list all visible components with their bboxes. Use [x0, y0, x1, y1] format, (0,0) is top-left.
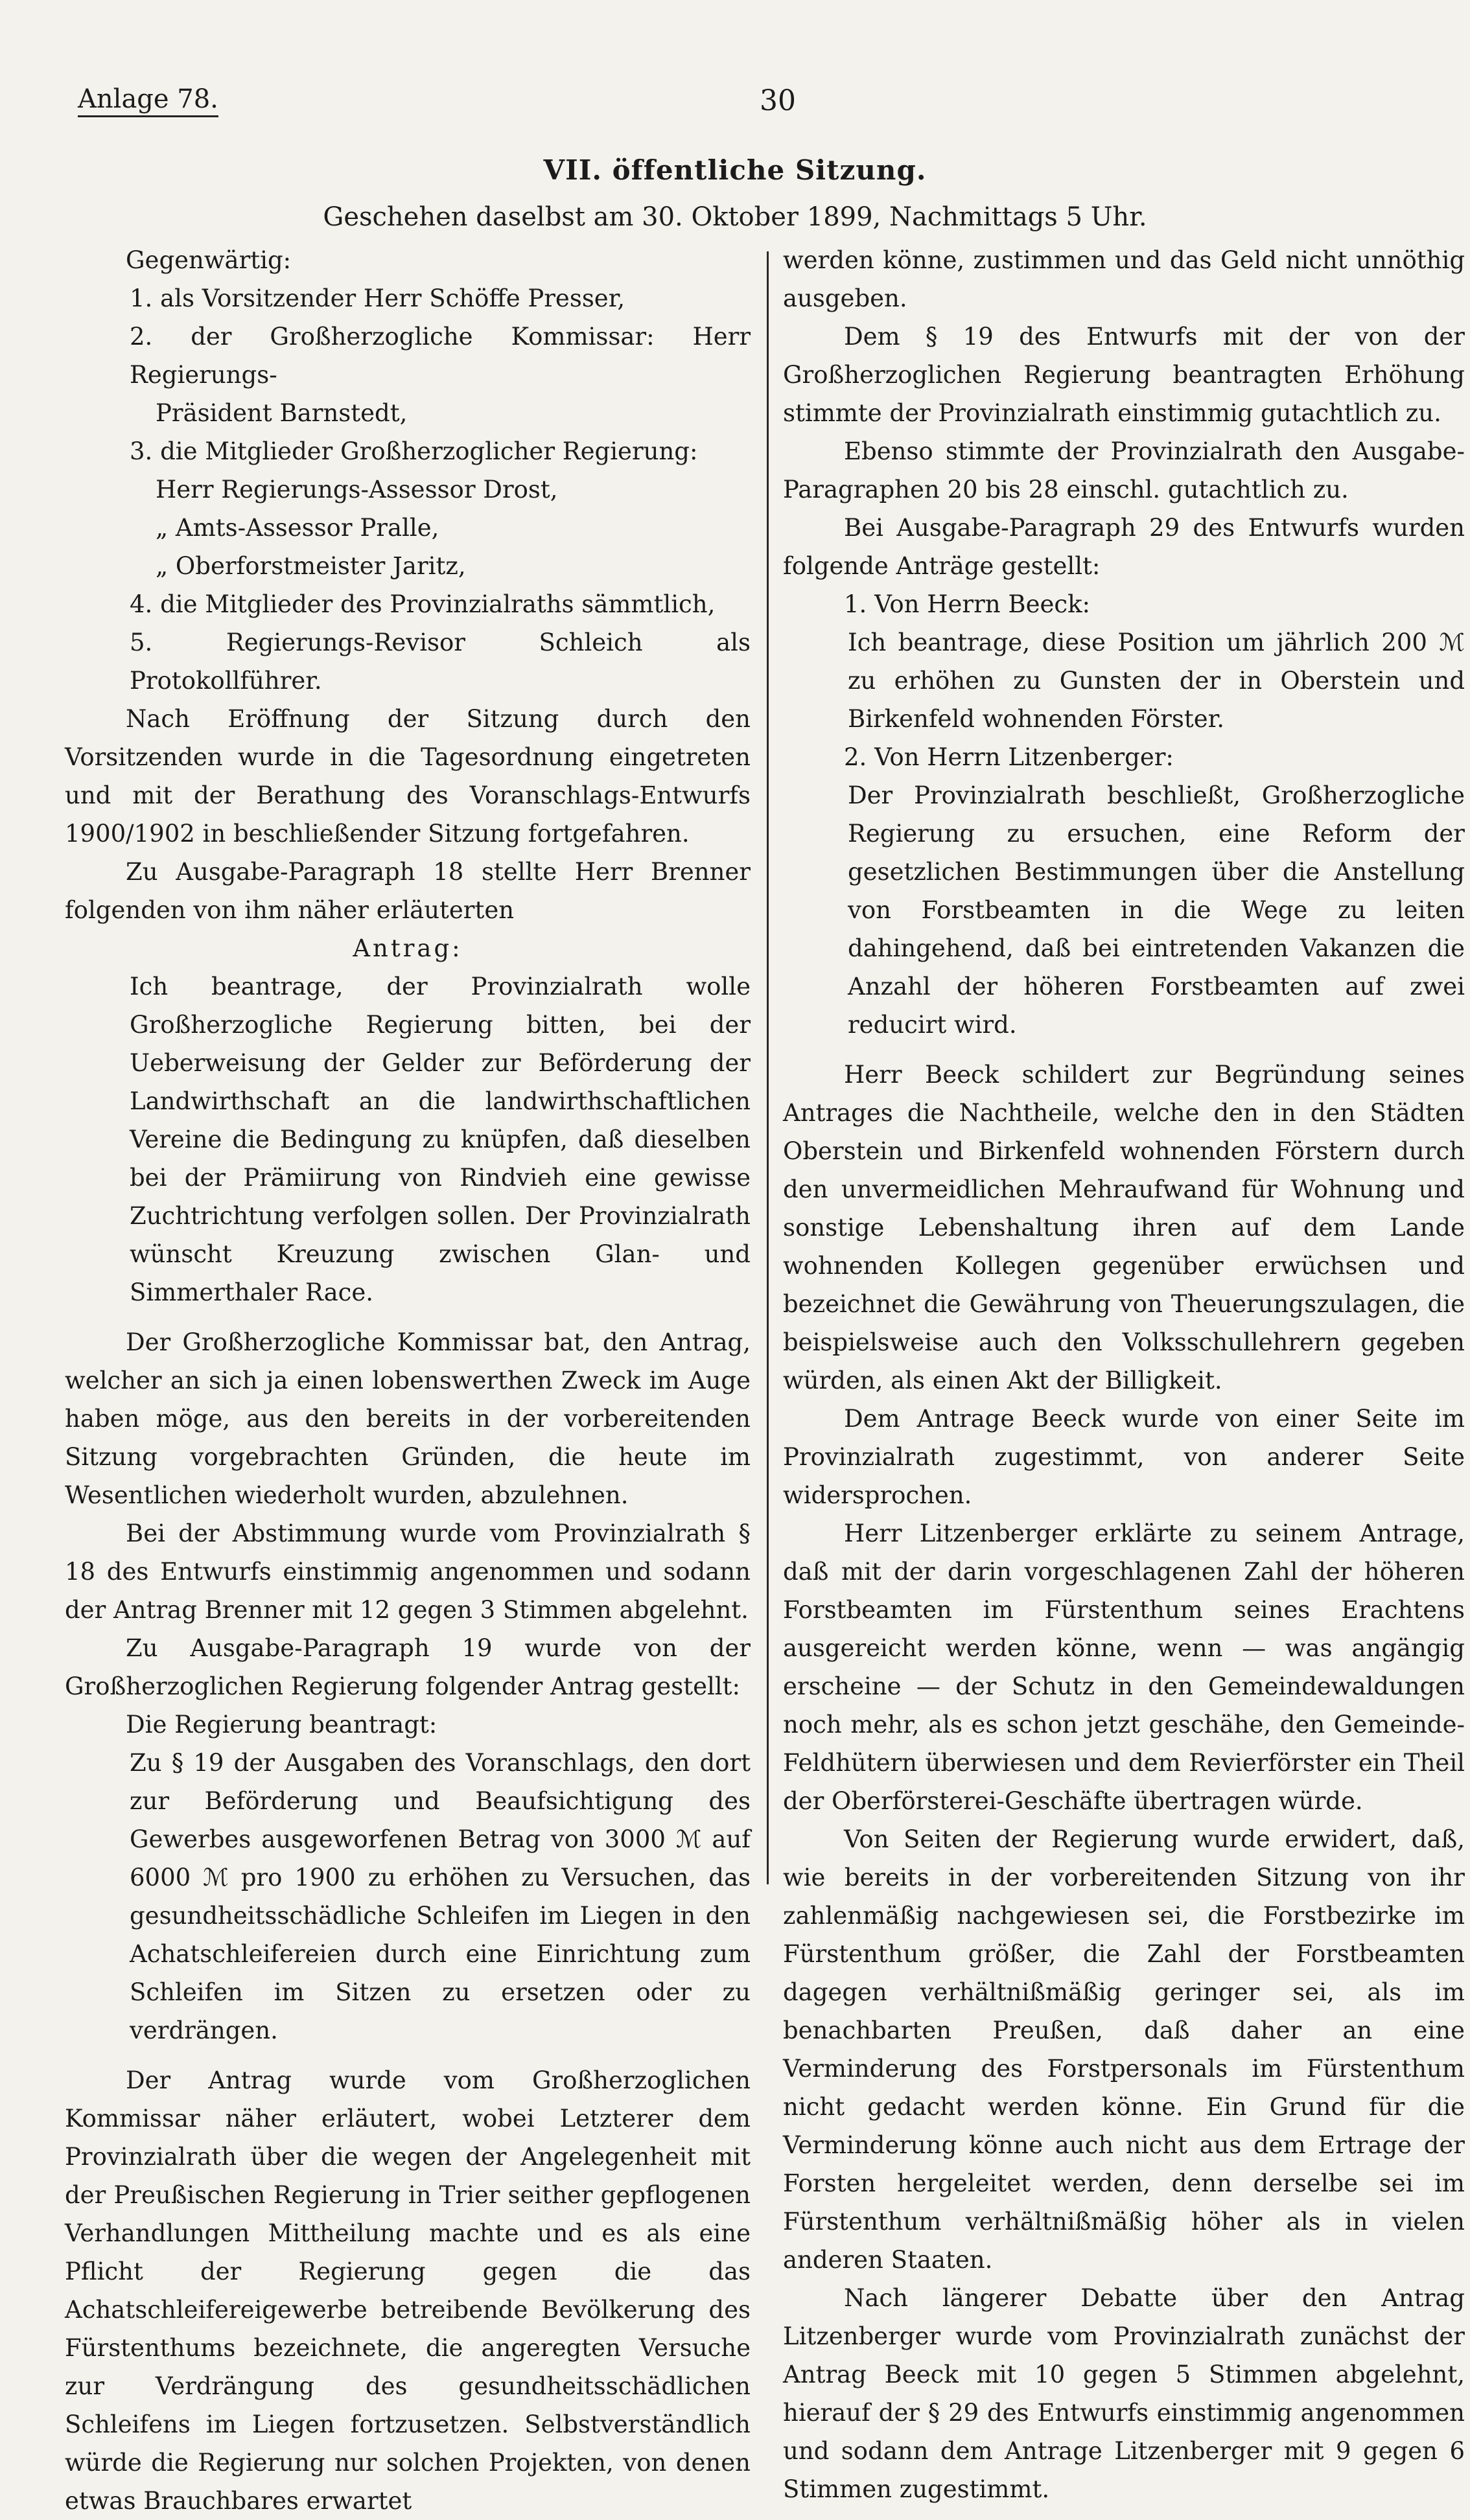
- present-label: Gegenwärtig:: [126, 246, 292, 274]
- paragraph-20-28: Ebenso stimmte der Provinzialrath den Ausgabe-Paragraphen 20 bis 28 einschl. gutachtlich zu.: [783, 437, 1465, 503]
- motion-1-text: Ich beantrage, diese Position um jährlich 200 ℳ zu erhöhen zu Gunsten der in Oberstein und Birkenfeld wohnenden Förster.: [848, 629, 1465, 733]
- motion-2-text: Der Provinzialrath beschließt, Großherzogliche Regierung zu ersuchen, eine Reform der gesetzlichen Bestimmungen über die Anstellung von Forstbeamten in die Wege zu leiten dahingehend, daß bei eintretenden Vakanzen die Anzahl der höheren Forstbeamten auf zwei reducirt wird.: [848, 781, 1465, 1039]
- paragraph-18-intro: Zu Ausgabe-Paragraph 18 stellte Herr Brenner folgenden von ihm näher erläuterten: [65, 858, 751, 924]
- attendee-3: 3. die Mitglieder Großherzoglicher Regierung:: [130, 437, 698, 465]
- paragraph-19-vote: Dem § 19 des Entwurfs mit der von der Großherzoglichen Regierung beantragten Erhöhung stimmte der Provinzialrath einstimmig gutachtlich zu.: [783, 323, 1465, 427]
- continuation-text: werden könne, zustimmen und das Geld nicht unnöthig ausgeben.: [783, 246, 1465, 312]
- paragraph-explanation: Der Antrag wurde vom Großherzoglichen Kommissar näher erläutert, wobei Letzterer dem Provinzialrath über die wegen der Angelegenheit mit der Preußischen Regierung in Trier seither gepflogenen Verhandlungen Mittheilung machte und es als eine Pflicht der Regierung gegen die das Achatschleifereigewerbe betreibende Bevölkerung des Fürstenthums bezeichnete, die angeregten Versuche zur Verdrängung des gesundheitsschädlichen Schleifens im Liegen fortzusetzen. Selbstverständlich würde die Regierung nur solchen Projekten, von denen etwas Brauchbares erwartet: [65, 2066, 751, 2515]
- paragraph-19-intro: Zu Ausgabe-Paragraph 19 wurde von der Großherzoglichen Regierung folgender Antrag gestellt:: [65, 1634, 751, 1700]
- paragraph-29-intro: Bei Ausgabe-Paragraph 29 des Entwurfs wurden folgende Anträge gestellt:: [783, 514, 1465, 580]
- attendee-3-c: „ Oberforstmeister Jaritz,: [156, 552, 466, 580]
- motion-1-label: 1. Von Herrn Beeck:: [844, 590, 1090, 618]
- paragraph-commissioner: Der Großherzogliche Kommissar bat, den Antrag, welcher an sich ja einen lobenswerthen Zweck im Auge haben möge, aus den bereits in der vorbereitenden Sitzung vorgebrachten Gründen, die heute im Wesentlichen wiederholt wurden, abzulehnen.: [65, 1328, 751, 1509]
- attendee-2: 2. der Großherzogliche Kommissar: Herr Regierungs-: [130, 323, 751, 389]
- left-column: [65, 241, 751, 2520]
- antrag-heading: Antrag:: [353, 934, 463, 962]
- regierung-label: Die Regierung beantragt:: [126, 1711, 438, 1739]
- paragraph-opening: Nach Eröffnung der Sitzung durch den Vorsitzenden wurde in die Tagesordnung eingetreten und mit der Berathung des Voranschlags-Entwurfs 1900/1902 in beschließender Sitzung fortgefahren.: [65, 705, 751, 848]
- attendee-3-a: Herr Regierungs-Assessor Drost,: [156, 476, 558, 503]
- antrag-brenner-text: Ich beantrage, der Provinzialrath wolle Großherzogliche Regierung bitten, bei der Ueberweisung der Gelder zur Beförderung der Landwirthschaft an die landwirthschaftlichen Vereine die Bedingung zu knüpfen, daß dieselben bei der Prämiirung von Rindvieh eine gewisse Zuchtrichtung verfolgen sollen. Der Provinzialrath wünscht Kreuzung zwischen Glan- und Simmerthaler Race.: [130, 973, 751, 1306]
- attendee-5: 5. Regierungs-Revisor Schleich als Protokollführer.: [130, 629, 751, 695]
- paragraph-beeck-reason: Herr Beeck schildert zur Begründung seines Antrages die Nachtheile, welche den in den Städten Oberstein und Birkenfeld wohnenden Förstern durch den unvermeidlichen Mehraufwand für Wohnung und sonstige Lebenshaltung ihren auf dem Lande wohnenden Kollegen gegenüber erwüchsen und bezeichnet die Gewährung von Theuerungszulagen, die beispielsweise auch den Volksschullehrern gegeben würden, als einen Akt der Billigkeit.: [783, 1061, 1465, 1394]
- paragraph-beeck-response: Dem Antrage Beeck wurde von einer Seite im Provinzialrath zugestimmt, von anderer Seite widersprochen.: [783, 1405, 1465, 1509]
- session-title: VII. öffentliche Sitzung.: [543, 154, 927, 186]
- attendee-1: 1. als Vorsitzender Herr Schöffe Presser,: [130, 284, 625, 312]
- session-date-line: Geschehen daselbst am 30. Oktober 1899, Nachmittags 5 Uhr.: [323, 202, 1147, 232]
- attachment-label: Anlage 78.: [78, 84, 218, 117]
- paragraph-vote-18: Bei der Abstimmung wurde vom Provinzialrath § 18 des Entwurfs einstimmig angenommen und sodann der Antrag Brenner mit 12 gegen 3 Stimmen abgelehnt.: [65, 1520, 751, 1624]
- motion-2-label: 2. Von Herrn Litzenberger:: [844, 743, 1174, 771]
- page-number: 30: [760, 84, 796, 117]
- attendee-3-b: „ Amts-Assessor Pralle,: [156, 514, 439, 542]
- paragraph-regierung-reply: Von Seiten der Regierung wurde erwidert, daß, wie bereits in der vorbereitenden Sitzung von ihr zahlenmäßig nachgewiesen sei, die Forstbezirke im Fürstenthum größer, die Zahl der Forstbeamten dagegen verhältnißmäßig geringer sei, als im benachbarten Preußen, daß daher an eine Verminderung des Forstpersonals im Fürstenthum nicht gedacht werden könne. Ein Grund für die Verminderung könne auch nicht aus dem Ertrage der Forsten hergeleitet werden, denn derselbe sei im Fürstenthum verhältnißmäßig höher als in vielen anderen Staaten.: [783, 1825, 1465, 2274]
- attendee-4: 4. die Mitglieder des Provinzialraths sämmtlich,: [130, 590, 716, 618]
- paragraph-litzenberger: Herr Litzenberger erklärte zu seinem Antrage, daß mit der darin vorgeschlagenen Zahl der höheren Forstbeamten im Fürstenthum seines Erachtens ausgereicht werden könne, wenn — was angängig erscheine — der Schutz in den Gemeindewaldungen noch mehr, als es schon jetzt geschähe, den Gemeinde-Feldhütern überwiesen und dem Revierförster ein Theil der Oberförsterei-Geschäfte übertragen würde.: [783, 1520, 1465, 1815]
- right-column: [783, 241, 1465, 2508]
- column-divider: [767, 251, 769, 1884]
- paragraph-final-vote: Nach längerer Debatte über den Antrag Litzenberger wurde vom Provinzialrath zunächst der Antrag Beeck mit 10 gegen 5 Stimmen abgelehnt, hierauf der § 29 des Entwurfs einstimmig angenommen und sodann dem Antrage Litzenberger mit 9 gegen 6 Stimmen zugestimmt.: [783, 2284, 1465, 2503]
- attendee-2-cont: Präsident Barnstedt,: [156, 399, 408, 427]
- regierung-antrag-text: Zu § 19 der Ausgaben des Voranschlags, den dort zur Beförderung und Beaufsichtigung des Gewerbes ausgeworfenen Betrag von 3000 ℳ auf 6000 ℳ pro 1900 zu erhöhen zu Versuchen, das gesundheitsschädliche Schleifen im Liegen in den Achatschleifereien durch eine Einrichtung zum Schleifen im Sitzen zu ersetzen oder zu verdrängen.: [130, 1749, 751, 2044]
